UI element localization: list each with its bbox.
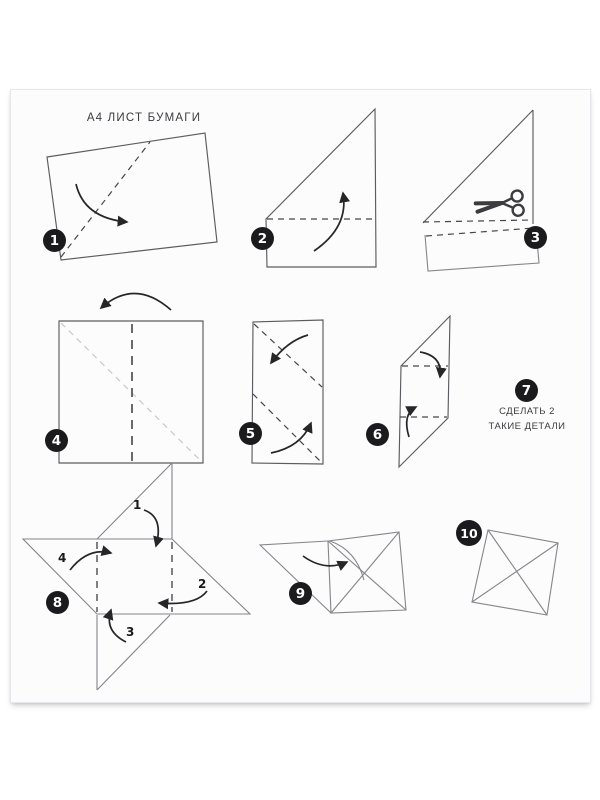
step-2-diagram (266, 109, 376, 267)
step-1-diagram (47, 133, 217, 260)
fold-order-label-3: 3 (126, 625, 135, 639)
step-10-diagram (472, 530, 558, 615)
step-7-note-line2: ТАКИЕ ДЕТАЛИ (488, 421, 566, 432)
step-badge-6: 6 (366, 423, 389, 446)
step-3-diagram (423, 110, 539, 271)
scissors-icon (475, 185, 527, 218)
step-badge-2: 2 (251, 227, 274, 250)
step-badge-10: 10 (456, 520, 482, 546)
step-9-diagram (260, 532, 406, 613)
step-badge-5: 5 (239, 422, 262, 445)
step-7-note (466, 404, 588, 434)
step-5-diagram (252, 320, 323, 464)
step-badge-3: 3 (524, 226, 547, 249)
step-badge-1: 1 (43, 229, 66, 252)
sheet-title: А4 ЛИСТ БУМАГИ (86, 112, 202, 124)
step-badge-4: 4 (45, 429, 68, 452)
step-badge-9: 9 (289, 582, 312, 605)
step-badge-8: 8 (46, 591, 69, 614)
step-badge-7: 7 (515, 379, 538, 402)
fold-order-label-2: 2 (198, 577, 207, 591)
fold-order-label-1: 1 (133, 498, 142, 512)
fold-order-label-4: 4 (58, 551, 67, 565)
step-6-diagram (399, 316, 450, 467)
step-7-note-line1: СДЕЛАТЬ 2 (499, 406, 555, 417)
step-4-diagram (59, 293, 203, 463)
